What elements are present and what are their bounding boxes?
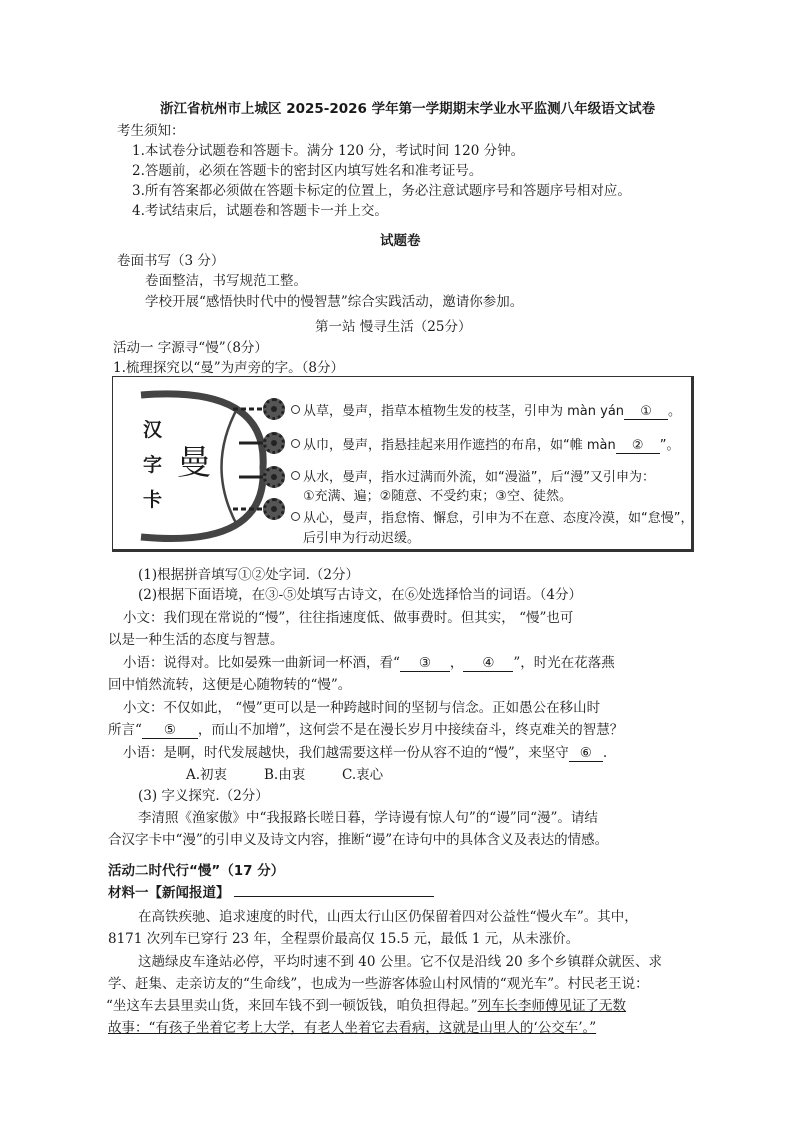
- subquestion-1: (1)根据拼音填写①②处字词.（2分）: [138, 567, 360, 583]
- character-card: [112, 376, 694, 552]
- subquestion-2: (2)根据下面语境，在③-⑤处填写古诗文，在⑥处选择恰当的词语。（4分）: [138, 587, 583, 603]
- news-quote-line: “坐这车去县里卖山货，来回车钱不到一顿饭钱，咱负担得起。”列车长李师傅见证了无数: [106, 998, 627, 1014]
- card-side-char: 卡: [143, 489, 163, 511]
- bullet-icon: [291, 471, 300, 480]
- dialogue-xiaowen-2-cont: 所言“ ⑤ ，而山不加增”，这何尝不是在漫长岁月中接续奋斗，终克难关的智慧？: [108, 722, 624, 738]
- card-line-xin: 从心，曼声，指怠惰、懈怠，引申为不在意、态度冷漠，如“怠慢”，: [291, 507, 693, 526]
- card-side-char: 字: [143, 454, 163, 476]
- gear-icon: [263, 498, 285, 520]
- news-paragraph-2: 这趟绿皮车逢站必停，平均时速不到 40 公里。它不仅是沿线 20 多个乡镇群众就医、求: [138, 954, 663, 970]
- material1-label: 材料一【新闻报道】: [108, 881, 434, 901]
- notice-item: 2.答题前，必须在答题卡的密封区内填写姓名和准考证号。: [132, 163, 483, 179]
- card-line-jin: 从巾，曼声，指悬挂起来用作遮挡的布帛，如“帷 màn ② ”。: [291, 434, 680, 454]
- blank-5[interactable]: ⑤: [142, 722, 198, 739]
- gear-icon: [263, 432, 285, 454]
- option-c[interactable]: C.衷心: [342, 767, 384, 783]
- gear-icon: [263, 398, 285, 420]
- subquestion-3-text-cont: 合汉字卡中“漫”的引申义及诗文内容，推断“谩”在诗句中的具体含义及表达的情感。: [108, 832, 609, 848]
- card-side-char: 汉: [143, 419, 163, 441]
- card-line-shui-meanings: ①充满、遍；②随意、不受约束；③空、徒然。: [303, 489, 572, 504]
- blank-3[interactable]: ③: [400, 655, 450, 672]
- card-line-xin-cont: 后引申为行动迟缓。: [303, 531, 421, 546]
- dialogue-xiaoyu-1: 小语：说得对。比如晏殊一曲新词一杯酒，看“ ③ ， ④ ”，时光在花落燕: [123, 655, 615, 671]
- option-a[interactable]: A.初衷: [186, 767, 228, 783]
- dialogue-xiaoyu-1-cont: 回中悄然流转，这便是心随物转的“慢”。: [108, 677, 352, 693]
- paper-title: 试题卷: [380, 233, 421, 249]
- bullet-icon: [291, 439, 300, 448]
- dialogue-xiaoyu-2: 小语：是啊，时代发展越快，我们越需要这样一份从容不迫的“慢”，来坚守 ⑥ .: [123, 745, 608, 761]
- handwriting-label: 卷面书写（3 分）: [117, 253, 225, 269]
- option-b[interactable]: B.由衷: [264, 767, 306, 783]
- station-title: 第一站 慢寻生活（25分）: [315, 319, 472, 335]
- card-line-shui: 从水，曼声，指水过满而外流，如“漫溢”，后“漫”又引申为：: [291, 466, 655, 485]
- card-center-char: 曼: [177, 443, 211, 483]
- news-underlined-quote: 故事：“有孩子坐着它考上大学，有老人坐着它去看病，这就是山里人的‘公交车’。”: [108, 1020, 597, 1036]
- notice-item: 4.考试结束后，试题卷和答题卡一并上交。: [132, 203, 388, 219]
- material1-rule: [234, 896, 434, 897]
- question1: 1.梳理探究以“曼”为声旁的字。（8分）: [113, 360, 345, 376]
- activity2-heading: 活动二时代行“慢”（17 分）: [108, 863, 285, 879]
- blank-6[interactable]: ⑥: [569, 745, 603, 762]
- notice-item: 1.本试卷分试题卷和答题卡。满分 120 分，考试时间 120 分钟。: [132, 143, 525, 159]
- dialogue-xiaowen-1-cont: 以是一种生活的态度与智慧。: [108, 632, 284, 648]
- news-paragraph-2-cont: 学、赶集、走亲访友的“生命线”，也成为一些游客体验山村风情的“观光车”。村民老王说：: [108, 976, 649, 992]
- blank-4[interactable]: ④: [463, 655, 513, 672]
- exam-title: 浙江省杭州市上城区 2025-2026 学年第一学期期末学业水平监测八年级语文试卷: [160, 101, 656, 117]
- notice-heading: 考生须知：: [117, 123, 185, 139]
- blank-1[interactable]: ①: [624, 404, 668, 420]
- news-paragraph-1: 在高铁疾驰、追求速度的时代，山西太行山区仍保留着四对公益性“慢火车”。其中，: [138, 909, 638, 925]
- blank-2[interactable]: ②: [616, 438, 660, 454]
- notice-item: 3.所有答案都必须做在答题卡标定的位置上，务必注意试题序号和答题序号相对应。: [132, 183, 631, 199]
- activity-intro: 学校开展“感悟快时代中的慢智慧”综合实践活动，邀请你参加。: [145, 294, 524, 310]
- activity1-heading: 活动一 字源寻“慢”（8分）: [113, 340, 268, 356]
- handwriting-requirement: 卷面整洁，书写规范工整。: [145, 273, 307, 289]
- subquestion-3: (3) 字义探究.（2分）: [138, 788, 269, 804]
- gear-icon: [263, 466, 285, 488]
- dialogue-xiaowen-2: 小文：不仅如此， “慢”更可以是一种跨越时间的坚韧与信念。正如愚公在移山时: [123, 700, 601, 716]
- news-paragraph-1-cont: 8171 次列车已穿行 23 年，全程票价最高仅 15.5 元，最低 1 元，从未涨价。: [108, 931, 580, 947]
- card-line-cao: 从草，曼声，指草本植物生发的枝茎，引申为 màn yán ① 。: [291, 400, 681, 420]
- dialogue-xiaowen-1: 小文：我们现在常说的“慢”，往往指速度低、做事费时。但其实， “慢”也可: [123, 610, 574, 626]
- subquestion-3-text: 李清照《渔家傲》中“我报路长嗟日暮，学诗谩有惊人句”的“谩”同“漫”。请结: [138, 810, 598, 826]
- bullet-icon: [291, 405, 300, 414]
- bullet-icon: [291, 512, 300, 521]
